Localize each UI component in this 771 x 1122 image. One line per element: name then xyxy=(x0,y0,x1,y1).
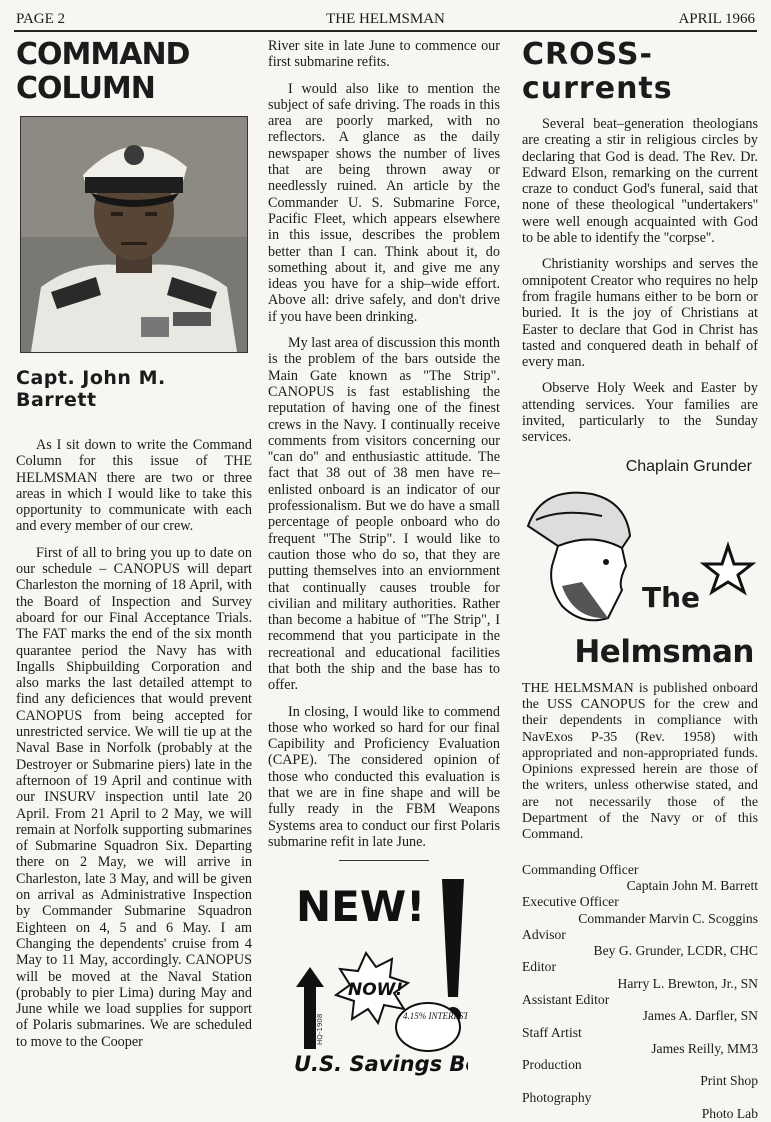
issue-date: APRIL 1966 xyxy=(678,11,755,27)
command-paragraph: I would also like to mention the subject of safe driving. The roads in this area are poorly marked, with no reflectors. A glance as the daily newspaper shows the number of lives that are being thrown away or needlessly ruined. An article by the Commander U. S. Submarine Force, Pacific Fleet, which appears elsewhere in this issue, describes the problem better than I can. Think about it, do something about it, and give me any ideas you have for a ship–wide effort. Above all: drive safely, and don't drive if you have been drinking. xyxy=(268,80,500,325)
staff-role: Assistant Editor xyxy=(522,991,610,1007)
command-paragraph: As I sit down to write the Command Column for this issue of THE HELMSMAN there are two or three areas in which I would like to take this opportunity to communicate with each and every member of our crew. xyxy=(16,437,252,535)
staff-role: Executive Officer xyxy=(522,894,619,910)
staff-role: Commanding Officer xyxy=(522,861,639,877)
masthead-notice: THE HELMSMAN is published onboard the USS CANOPUS for the crew and their dependents in compliance with NavExos P-35 (Rev. 1958) with appropriated and non-appropriated funds. Opinions expressed herein are those of the writers, unless otherwise stated, and are not necessarily those of the Department of the Navy or of this Command. xyxy=(522,680,758,843)
staff-role: Advisor xyxy=(522,926,566,942)
captain-photo xyxy=(20,116,248,353)
staff-role: Editor xyxy=(522,959,556,975)
cross-paragraph: Observe Holy Week and Easter by attending services. Your families are invited, particularly to the Sunday services. xyxy=(522,380,758,446)
command-column xyxy=(16,38,252,1060)
cross-currents-title: CROSS-currents xyxy=(522,37,673,106)
command-paragraph: First of all to bring you up to date on our schedule – CANOPUS will depart Charleston the morning of 18 April, with the Board of Inspection and Survey aboard for our Final Acceptance Trials. The FAT marks the end of the six month quarantee period the Navy has with Ingalls Shipbuilding Corporation and also marks the last detailed attempt to find any deficiences that would prevent CANOPUS from being accepted for unrestricted service. We will tie up at the Naval Base in Norfolk (probably at the Destroyer or Submarine piers) late in the afternoon of 19 April and continue with our INSURV inspection until late 20 April. From 21 April to 2 May, we will remain at Norfolk supporting submarines of Submarine Squadron Six. Departing there on 2 May, we will arrive in Charleston, late 3 May, and will be given on arrival as Administrative Inspection by Commander Submarine Squadron Eighteen on 4, 5 and 6 May. I am Changing the dependents' cruise from 4 May to 11 May, accordingly. CANOPUS will be moved at the Naval Station (probably to pier Lima) during May and June while we load supplies for support of Polaris submarines. We are scheduled to move to the Cooper xyxy=(16,544,252,1050)
staff-role: Staff Artist xyxy=(522,1024,582,1040)
command-paragraph: River site in late June to commence our first submarine refits. xyxy=(268,38,500,71)
command-paragraph: My last area of discussion this month is the problem of the bars outside the Main Gate known as "The Strip". CANOPUS is fast establishing the reputation of having one of the finest crews in the Navy. I continually receive comments from visitors concerning our ''can do'' and enthusiastic attitude. The fact that 38 out of 38 men have re–enlisted onboard is an indicator of our professionalism. But we do have a small percentage of people onboard who do frequent "The Strip". I would like to caution those who do so, that they are putting themselves into an enviornment that continually causes trouble for civilian and military authorities. Rather than become a habitue of "The Strip", I recommend that you participate in the recreational and educational facilities that both the ship and the base has to offer. xyxy=(268,335,501,694)
staff-name: Commander Marvin C. Scoggins xyxy=(578,910,758,926)
ad-side-code: HQ-1908 xyxy=(316,1013,324,1046)
logo-the: The xyxy=(642,580,701,614)
ad-now-text: NOW! xyxy=(348,980,404,1001)
staff-role: Photography xyxy=(522,1089,592,1105)
staff-list xyxy=(522,862,758,1122)
ad-new-text: NEW! xyxy=(296,882,426,932)
savings-bonds-ad xyxy=(292,869,468,1077)
command-paragraph: In closing, I would like to commend those who worked so hard for our final Capibility and Proficiency Evaluation (CAPE). The considered opinion of those who conducted this evaluation is that we are in fine shape and will be fully ready in the FBM Weapons Systems area to conduct our first Polaris submarine refit in late June. xyxy=(268,703,500,850)
staff-name: Bey G. Grunder, LCDR, CHC xyxy=(593,943,758,959)
page-number: PAGE 2 xyxy=(16,11,66,27)
chaplain-signature: Chaplain Grunder xyxy=(625,457,752,475)
command-column-continued xyxy=(268,38,500,1077)
staff-name: James Reilly, MM3 xyxy=(651,1040,758,1056)
staff-name: Captain John M. Barrett xyxy=(626,877,758,893)
page-header xyxy=(14,8,757,32)
staff-name: Harry L. Brewton, Jr., SN xyxy=(617,975,758,991)
cross-currents-column xyxy=(522,38,758,1122)
staff-role: Production xyxy=(522,1057,582,1073)
ad-bonds-text: U.S. Savings B xyxy=(294,1052,466,1077)
helmsman-logo xyxy=(522,486,758,681)
divider xyxy=(339,860,429,861)
staff-name: Photo Lab xyxy=(701,1106,758,1122)
ad-rate-text: 4.15% INTEREST xyxy=(403,1011,468,1022)
command-column-title: COMMAND COLUMN xyxy=(16,37,190,106)
logo-helmsman: Helmsman xyxy=(574,633,754,670)
staff-name: James A. Darfler, SN xyxy=(642,1008,758,1024)
newspaper-name: THE HELMSMAN xyxy=(326,11,445,27)
captain-caption: Capt. John M. Barrett xyxy=(16,367,166,411)
staff-name: Print Shop xyxy=(700,1073,758,1089)
cross-paragraph: Christianity worships and serves the omnipotent Creator who requires no help from fragile humans either to be born or buried. It is the joy of Christians at Easter to declare that God in Christ has tasted and conquered death in behalf of every man. xyxy=(522,256,758,371)
cross-paragraph: Several beat–generation theologians are creating a stir in religious circles by declaring that God is dead. The Rev. Dr. Edward Elson, remarking on the current craze to conduct God's funeral, said that none of these theological ''undertakers'' were well enough acquainted with God to be able to identify the ''corpse''. xyxy=(522,116,758,247)
